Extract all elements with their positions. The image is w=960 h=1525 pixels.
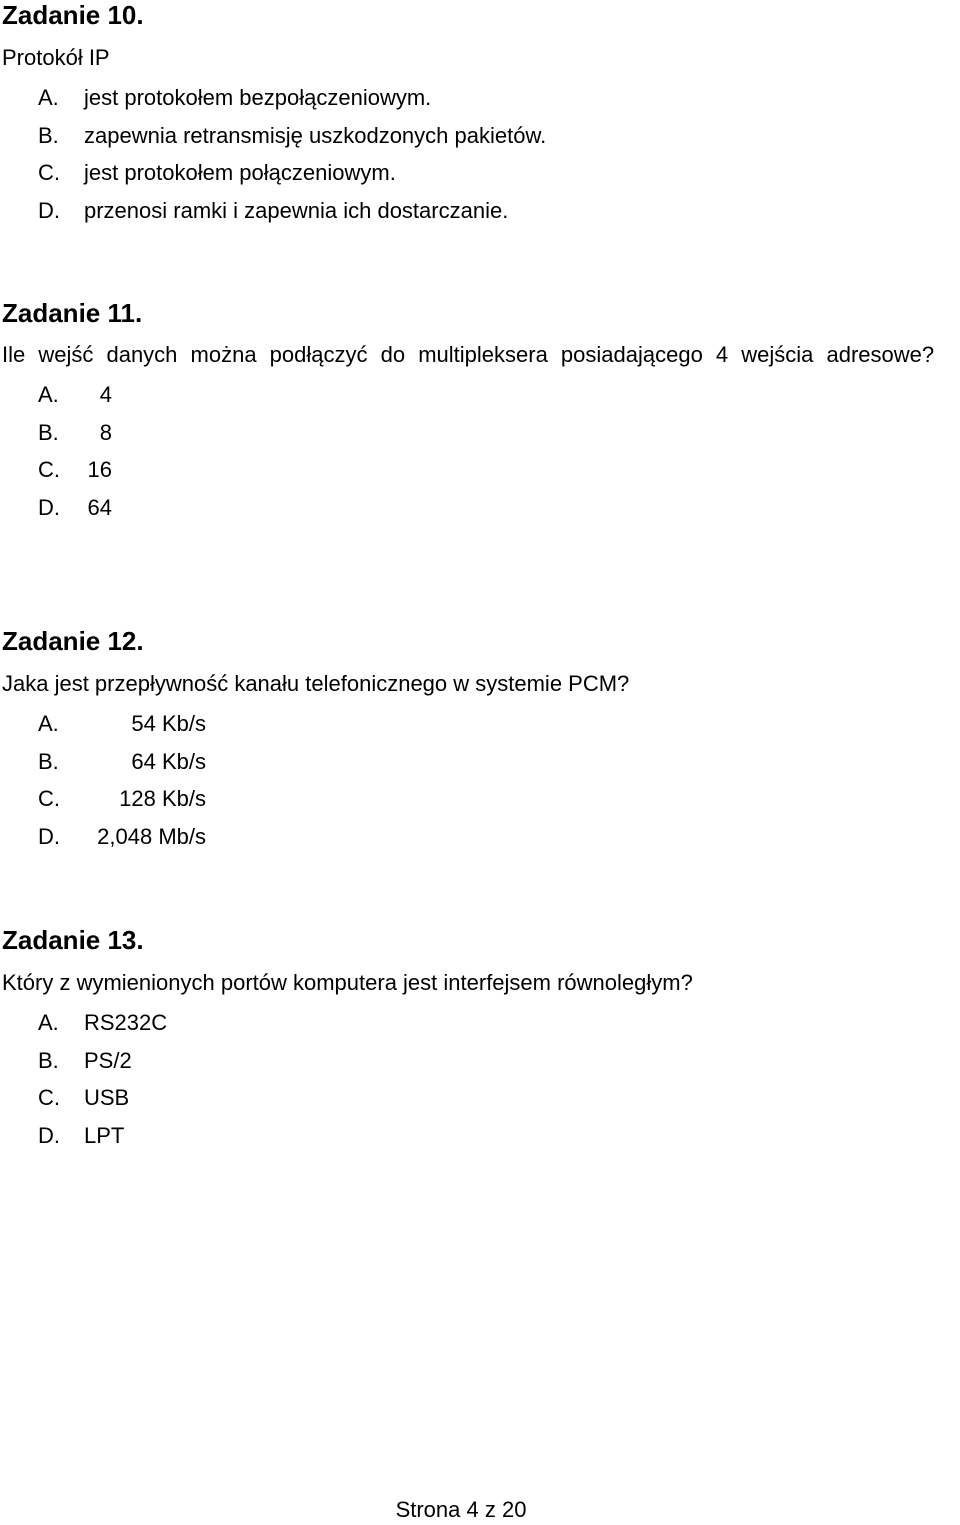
answer-list xyxy=(2,79,958,230)
option-letter: D. xyxy=(38,1123,60,1149)
option-text: 2,048 Mb/s xyxy=(97,824,206,850)
option-text: jest protokołem połączeniowym. xyxy=(84,160,396,186)
option-text: przenosi ramki i zapewnia ich dostarczanie. xyxy=(84,198,509,224)
answer-option-d xyxy=(38,489,958,527)
option-letter: D. xyxy=(38,198,60,224)
answer-list xyxy=(2,1004,958,1155)
task-question: Protokół IP xyxy=(2,45,110,70)
answer-option-d xyxy=(38,192,958,230)
option-letter: C. xyxy=(38,457,60,483)
task-title: Zadanie 12. xyxy=(2,626,144,656)
option-letter: A. xyxy=(38,382,59,407)
option-text: 54 Kb/s xyxy=(131,711,206,736)
task-title: Zadanie 10. xyxy=(2,0,144,30)
task-title: Zadanie 13. xyxy=(2,925,144,955)
task-10 xyxy=(2,0,958,230)
option-letter: A. xyxy=(38,711,59,736)
answer-option-c xyxy=(38,1079,958,1117)
option-text: 4 xyxy=(99,382,112,407)
task-question: Ile wejść danych można podłączyć do multipleksera posiadającego 4 wejścia adresowe? xyxy=(2,342,935,367)
option-letter: D. xyxy=(38,824,60,850)
task-12 xyxy=(2,626,958,856)
answer-option-a xyxy=(38,705,958,743)
answer-option-a xyxy=(38,1004,958,1042)
option-letter: C. xyxy=(38,786,60,812)
answer-option-b xyxy=(38,743,958,781)
answer-option-d xyxy=(38,818,958,856)
option-text: RS232C xyxy=(84,1010,168,1035)
answer-option-c xyxy=(38,154,958,192)
answer-option-b xyxy=(38,1042,958,1080)
task-11 xyxy=(2,298,958,527)
answer-list xyxy=(2,376,958,527)
option-letter: B. xyxy=(38,122,59,148)
option-text: zapewnia retransmisję uszkodzonych pakietów. xyxy=(84,122,547,148)
option-letter: A. xyxy=(38,85,59,110)
option-letter: B. xyxy=(38,748,59,774)
page-number: Strona 4 z 20 xyxy=(395,1497,527,1522)
option-text: 8 xyxy=(99,419,112,445)
task-question: Który z wymienionych portów komputera jest interfejsem równoległym? xyxy=(2,970,693,995)
answer-option-c xyxy=(38,451,958,489)
answer-option-b xyxy=(38,117,958,155)
answer-option-b xyxy=(38,414,958,452)
option-text: LPT xyxy=(84,1123,125,1149)
option-letter: B. xyxy=(38,1047,59,1073)
option-letter: D. xyxy=(38,495,60,521)
task-13 xyxy=(2,925,958,1155)
option-text: 64 xyxy=(87,495,112,521)
option-text: 128 Kb/s xyxy=(119,786,206,812)
answer-option-c xyxy=(38,780,958,818)
option-text: USB xyxy=(84,1085,130,1111)
option-letter: C. xyxy=(38,160,60,186)
option-letter: A. xyxy=(38,1010,59,1035)
answer-option-a xyxy=(38,79,958,117)
task-title: Zadanie 11. xyxy=(2,298,143,328)
page-footer xyxy=(0,1497,922,1523)
option-text: jest protokołem bezpołączeniowym. xyxy=(84,85,432,110)
answer-list xyxy=(2,705,958,856)
option-text: PS/2 xyxy=(84,1047,132,1073)
option-text: 64 Kb/s xyxy=(131,748,206,774)
option-letter: C. xyxy=(38,1085,60,1111)
task-question: Jaka jest przepływność kanału telefonicznego w systemie PCM? xyxy=(2,671,630,696)
option-text: 16 xyxy=(87,457,112,483)
answer-option-a xyxy=(38,376,958,414)
answer-option-d xyxy=(38,1117,958,1155)
option-letter: B. xyxy=(38,419,59,445)
